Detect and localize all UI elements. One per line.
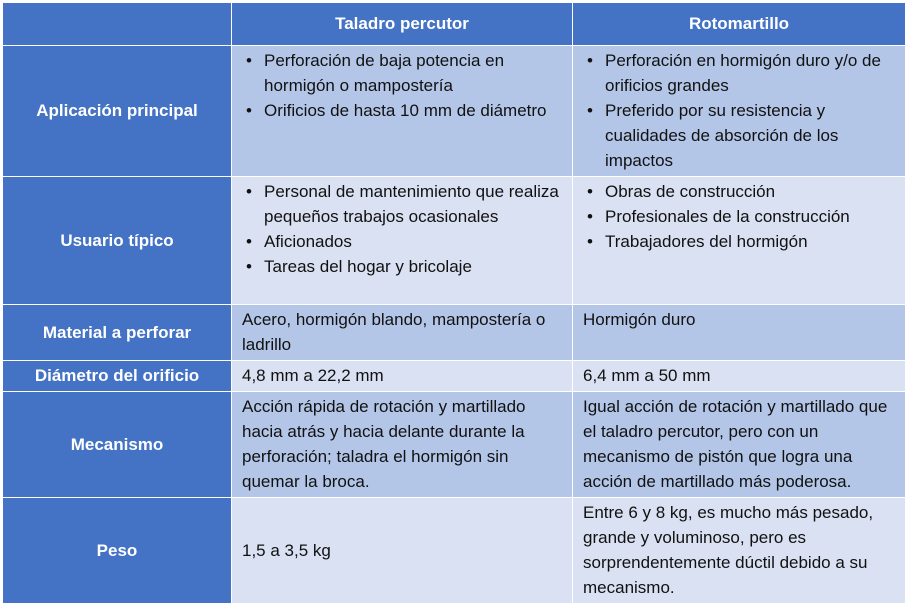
row-material bbox=[3, 305, 906, 361]
list-item: • Perforación de baja potencia en hormigón o mampostería bbox=[242, 48, 566, 98]
bullet-list bbox=[242, 48, 566, 123]
bullet-list bbox=[242, 179, 566, 279]
list-item: • Preferido por su resistencia y cualidades de absorción de los impactos bbox=[583, 98, 899, 173]
cell-taladro bbox=[232, 46, 573, 177]
list-item: • Aficionados bbox=[242, 229, 566, 254]
list-item: • Trabajadores del hormigón bbox=[583, 229, 899, 254]
list-item: • Obras de construcción bbox=[583, 179, 899, 204]
cell-rotomartillo bbox=[573, 177, 906, 305]
column-header-rotomartillo: Rotomartillo bbox=[573, 3, 906, 46]
bullet-list bbox=[583, 48, 899, 173]
row-label: Peso bbox=[3, 498, 232, 604]
list-item: • Orificios de hasta 10 mm de diámetro bbox=[242, 98, 566, 123]
column-header-taladro: Taladro percutor bbox=[232, 3, 573, 46]
row-label: Mecanismo bbox=[3, 392, 232, 498]
row-label: Material a perforar bbox=[3, 305, 232, 361]
cell-taladro: 4,8 mm a 22,2 mm bbox=[232, 361, 573, 392]
corner-header bbox=[3, 3, 232, 46]
row-diametro bbox=[3, 361, 906, 392]
row-aplicacion bbox=[3, 46, 906, 177]
list-item: • Perforación en hormigón duro y/o de orificios grandes bbox=[583, 48, 899, 98]
row-usuario bbox=[3, 177, 906, 305]
cell-taladro: Acción rápida de rotación y martillado hacia atrás y hacia delante durante la perforación; taladra el hormigón sin quemar la broca. bbox=[232, 392, 573, 498]
row-mecanismo bbox=[3, 392, 906, 498]
cell-taladro bbox=[232, 177, 573, 305]
list-item: • Profesionales de la construcción bbox=[583, 204, 899, 229]
row-label: Aplicación principal bbox=[3, 46, 232, 177]
cell-rotomartillo: Igual acción de rotación y martillado que el taladro percutor, pero con un mecanismo de pistón que logra una acción de martillado más poderosa. bbox=[573, 392, 906, 498]
cell-taladro: 1,5 a 3,5 kg bbox=[232, 498, 573, 604]
row-label: Diámetro del orificio bbox=[3, 361, 232, 392]
bullet-list bbox=[583, 179, 899, 254]
comparison-table bbox=[2, 2, 906, 604]
cell-rotomartillo: Hormigón duro bbox=[573, 305, 906, 361]
list-item: • Personal de mantenimiento que realiza pequeños trabajos ocasionales bbox=[242, 179, 566, 229]
list-item: • Tareas del hogar y bricolaje bbox=[242, 254, 566, 279]
cell-taladro: Acero, hormigón blando, mampostería o ladrillo bbox=[232, 305, 573, 361]
cell-rotomartillo: 6,4 mm a 50 mm bbox=[573, 361, 906, 392]
row-label: Usuario típico bbox=[3, 177, 232, 305]
row-peso bbox=[3, 498, 906, 604]
cell-rotomartillo bbox=[573, 46, 906, 177]
header-row bbox=[3, 3, 906, 46]
cell-rotomartillo: Entre 6 y 8 kg, es mucho más pesado, grande y voluminoso, pero es sorprendentemente dúctil debido a su mecanismo. bbox=[573, 498, 906, 604]
